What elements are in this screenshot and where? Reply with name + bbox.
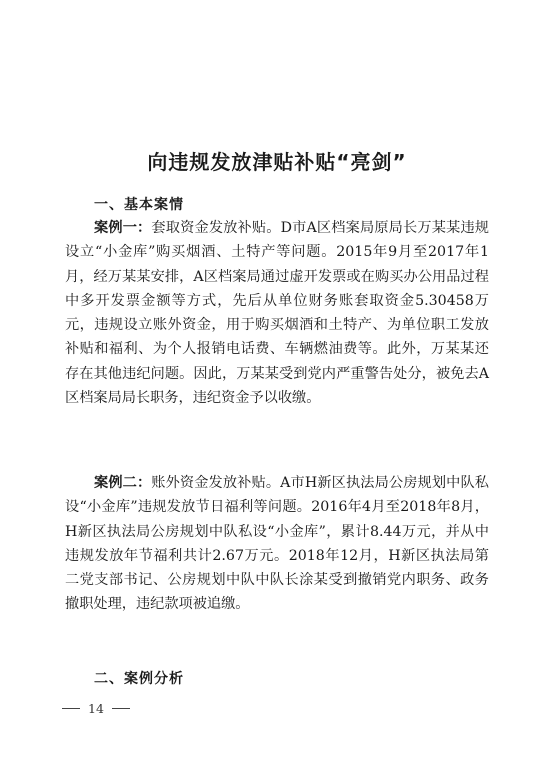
case-two-text: 账外资金发放补贴。A市H新区执法局公房规划中队私设“小金库”违规发放节日福利等问题。2016年4月至2018年8月，H新区执法局公房规划中队私设“小金库”，累计8.44万元，并从中违规发放年节福利共计2.67万元。2018年12月，H新区执法局第二党支部书记、公房规划中队中队长涂某受到撤销党内职务、政务撤职处理，违纪款项被追缴。 — [65, 475, 489, 613]
case-one-paragraph — [65, 216, 489, 410]
section-heading-case-analysis: 二、案例分析 — [94, 671, 184, 687]
page-number: 14 — [88, 701, 104, 716]
case-two-label: 案例二： — [94, 475, 152, 491]
case-two-paragraph — [65, 471, 489, 617]
footer-dash-left — [62, 708, 80, 709]
document-title: 向违规发放津贴补贴“亮剑” — [147, 150, 407, 174]
page-footer — [62, 701, 130, 716]
section-heading-basic-facts: 一、基本案情 — [94, 197, 184, 213]
footer-dash-right — [112, 708, 130, 709]
case-one-text: 套取资金发放补贴。D市A区档案局原局长万某某违规设立“小金库”购买烟酒、土特产等问题。2015年9月至2017年1月，经万某某安排，A区档案局通过虚开发票或在购买办公用品过程中多开发票金额等方式，先后从单位财务账套取资金5.30458万元，违规设立账外资金，用于购买烟酒和土特产、为单位职工发放补贴和福利、为个人报销电话费、车辆燃油费等。此外，万某某还存在其他违纪问题。因此，万某某受到党内严重警告处分，被免去A区档案局局长职务，违纪资金予以收缴。 — [65, 220, 489, 407]
case-one-label: 案例一： — [94, 220, 152, 236]
